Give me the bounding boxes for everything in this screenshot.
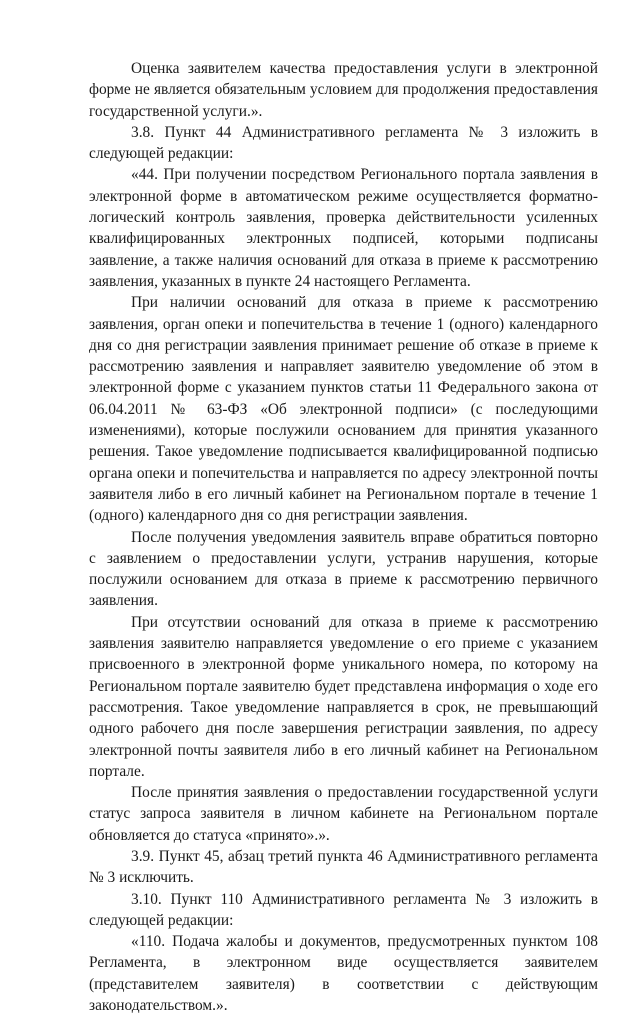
paragraph-quality-assessment: Оценка заявителем качества предоставления услуги в электронной форме не является обязательным условием для продолжения предоставления государственной услуги.». xyxy=(89,60,598,120)
paragraph-point-44: «44. При получении посредством Регионального портала заявления в электронной форме в автоматическом режиме осуществляется форматно-логический контроль заявления, проверка действительности усиленных квалифицированных электронных подписей, которыми подписаны заявление, а также наличия оснований для отказа в приеме к рассмотрению заявления, указанных в пункте 24 настоящего Регламента. xyxy=(89,166,598,290)
document-page xyxy=(89,58,598,1016)
paragraph-status-update: После принятия заявления о предоставлении государственной услуги статус запроса заявителя в личном кабинете на Региональном портале обновляется до статуса «принято».». xyxy=(89,784,598,844)
paragraph-acceptance-notice: При отсутствии оснований для отказа в приеме к рассмотрению заявления заявителю направляется уведомление о его приеме с указанием присвоенного в электронной форме уникального номера, по которому на Региональном портале заявителю будет представлена информация о ходе его рассмотрения. Такое уведомление направляется в срок, не превышающий одного рабочего дня после завершения регистрации заявления, по адресу электронной почты заявителя либо в его личный кабинет на Региональном портале. xyxy=(89,613,598,780)
paragraph-item-3-9: 3.9. Пункт 45, абзац третий пункта 46 Административного регламента № 3 исключить. xyxy=(89,847,598,887)
paragraph-repeat-application: После получения уведомления заявитель вправе обратиться повторно с заявлением о предоставлении услуги, устранив нарушения, которые послужили основанием для отказа в приеме к рассмотрению первичного заявления. xyxy=(89,528,598,610)
paragraph-point-110: «110. Подача жалобы и документов, предусмотренных пунктом 108 Регламента, в электронном виде осуществляется заявителем (представителем заявителя) в соответствии с действующим законодательством.». xyxy=(89,933,598,1015)
paragraph-refusal-grounds: При наличии оснований для отказа в приеме к рассмотрению заявления, орган опеки и попечительства в течение 1 (одного) календарного дня со дня регистрации заявления принимает решение об отказе в приеме к рассмотрению заявления и направляет заявителю уведомление об этом в электронной форме с указанием пунктов статьи 11 Федерального закона от 06.04.2011 № 63-ФЗ «Об электронной подписи» (с последующими изменениями), которые послужили основанием для принятия указанного решения. Такое уведомление подписывается квалифицированной подписью органа опеки и попечительства и направляется по адресу электронной почты заявителя либо в его личный кабинет на Региональном портале в течение 1 (одного) календарного дня со дня регистрации заявления. xyxy=(89,294,598,525)
paragraph-item-3-10: 3.10. Пункт 110 Административного регламента № 3 изложить в следующей редакции: xyxy=(89,890,598,929)
paragraph-item-3-8: 3.8. Пункт 44 Административного регламента № 3 изложить в следующей редакции: xyxy=(89,123,598,163)
